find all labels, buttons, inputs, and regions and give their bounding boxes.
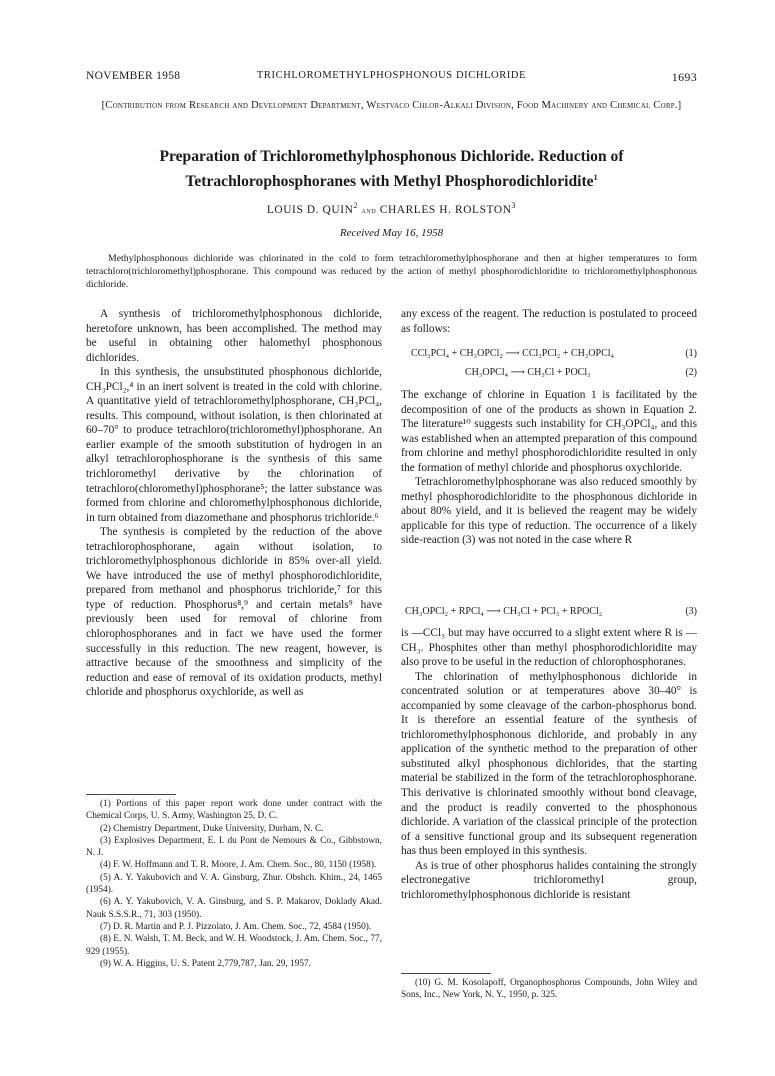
- title-footnote-mark: 1: [593, 173, 598, 182]
- equation-3-number: (3): [685, 606, 697, 617]
- left-column: [86, 307, 382, 700]
- title-line-1: Preparation of Trichloromethylphosphonous Dichloride. Reduction of: [159, 148, 624, 165]
- equation-1-number: (1): [685, 348, 697, 359]
- right-column-block-1: [401, 307, 697, 336]
- footnote-6: (6) A. Y. Yakubovich, V. A. Ginsburg, and S. P. Makarov, Doklady Akad. Nauk S.S.S.R., 71, 303 (1950).: [86, 897, 382, 920]
- equation-2-number: (2): [685, 367, 697, 378]
- equation-2: [401, 367, 697, 381]
- right-paragraph-1: any excess of the reagent. The reduction is postulated to proceed as follows:: [401, 308, 697, 335]
- footnote-10: (10) G. M. Kosolapoff, Organophosphorus Compounds, John Wiley and Sons, Inc., New York, N. Y., 1950, p. 325.: [401, 978, 697, 1001]
- running-header: [86, 70, 697, 86]
- right-paragraph-2: The exchange of chlorine in Equation 1 is facilitated by the decomposition of one of the products as shown in Equation 2. The literature¹⁰ suggests such instability for CH₃OPCl₄, and this was established when an attempted preparation of this compound from chlorine and methyl phosphorodichloridite resulted in only the formation of methyl chloride and phosphorus oxychloride.: [401, 389, 697, 474]
- equation-1: [401, 348, 697, 362]
- contribution-note: [Contribution from Research and Development Department, Westvaco Chlor-Alkali Division, Food Machinery and Chemical Corp.]: [101, 100, 682, 111]
- footnote-4: (4) F. W. Hoffmann and T. R. Moore, J. Am. Chem. Soc., 80, 1150 (1958).: [100, 860, 377, 871]
- right-paragraph-5: The chlorination of methylphosphonous dichloride in concentrated solution or at temperatures above 30–40° is accompanied by some cleavage of the carbon-phosphorus bond. It is therefore an essential feature of the synthesis of trichloromethylphosphonous dichloride, and probably in any application of the synthetic method to the preparation of other substituted alkyl phosphonous dichlorides, that the starting material be stabilized in the form of the tetrachlorophosphorane. This derivative is chlorinated smoothly without bond cleavage, and the product is readily converted to the phosphonous dichloride. A variation of the classical principle of the protection of a sensitive functional group and its subsequent regeneration has thus been employed in this synthesis.: [401, 670, 697, 858]
- right-column-block-2: [401, 388, 697, 548]
- header-date: NOVEMBER 1958: [86, 70, 181, 82]
- equation-3-text: CH₃OPCl₂ + RPCl₄ ⟶ CH₃Cl + PCl₃ + RPOCl₂: [405, 606, 603, 617]
- right-footnotes: [401, 977, 697, 1002]
- footnote-1: (1) Portions of this paper report work done under contract with the Chemical Corps, U. S. Army, Washington 25, D. C.: [86, 799, 382, 822]
- title-line-2: Tetrachlorophosphoranes with Methyl Phosphorodichloridite: [185, 173, 594, 191]
- footnote-9: (9) W. A. Higgins, U. S. Patent 2,779,787, Jan. 29, 1957.: [100, 958, 311, 969]
- author-line: [86, 201, 697, 216]
- title-line-2-wrap: [86, 167, 697, 192]
- right-footnote-rule: [401, 973, 491, 974]
- footnote-5: (5) A. Y. Yakubovich and V. A. Ginsburg, Zhur. Obshch. Khim., 24, 1465 (1954).: [86, 872, 382, 896]
- abstract: [86, 253, 697, 291]
- equation-1-text: CCl₃PCl₄ + CH₃OPCl₂ ⟶ CCl₃PCl₂ + CH₃OPCl₄: [411, 348, 615, 359]
- left-paragraph-2: In this synthesis, the unsubstituted phosphonous dichloride, CH₃PCl₂,⁴ in an inert solvent is treated in the cold with chlorine. A quantitative yield of tetrachloromethylphosphorane, CH₃PCl₄, results. This compound, without isolation, is then chlorinated at 60–70° to produce tetrachloro(trichloromethyl)phosphorane. An earlier example of the smooth substitution of hydrogen in an alkyl tetrachlorophosphorane is the synthesis of this same trichloromethyl derivative by the chlorination of tetrachloro(chloromethyl)phosphorane⁵; the latter substance was formed from chlorine and chloromethylphosphonous dichloride, in turn obtained from diazomethane and phosphorus trichloride.⁶: [86, 366, 382, 524]
- right-paragraph-6: As is true of other phosphorus halides containing the strongly electronegative trichloromethyl group, trichloromethylphosphonous dichloride is resistant: [401, 859, 697, 901]
- footnote-2: (2) Chemistry Department, Duke University, Durham, N. C.: [100, 823, 324, 834]
- abstract-text: Methylphosphonous dichloride was chlorinated in the cold to form tetrachloromethylphosphorane and then at higher temperatures to form tetrachloro(trichloromethyl)phosphorane. This compound was reduced by the action of methyl phosphorodichloridite to trichloromethylphosphonous dichloride.: [86, 253, 697, 290]
- right-paragraph-4: is —CCl₃ but may have occurred to a slight extent where R is —CH₃. Phosphites other than methyl phosphorodichloridite may also prove to be useful in the reduction of chlorophosphoranes.: [401, 627, 697, 669]
- right-paragraph-3: Tetrachloromethylphosphorane was also reduced smoothly by methyl phosphorodichloridite to the phosphonous dichloride in about 80% yield, and it is believed the reagent may be widely applicable for this type of reduction. The occurrence of a likely side-reaction (3) was not noted in the case where R: [401, 476, 697, 547]
- author-2-mark: 3: [511, 201, 517, 210]
- author-conjunction: and: [361, 204, 377, 215]
- page-number: 1693: [671, 70, 697, 84]
- received-date: Received May 16, 1958: [339, 227, 444, 239]
- left-footnotes: [86, 798, 382, 970]
- equation-2-text: CH₃OPCl₄ ⟶ CH₃Cl + POCl₃: [465, 367, 591, 378]
- author-1: LOUIS D. QUIN: [266, 203, 354, 216]
- left-paragraph-1: A synthesis of trichloromethylphosphonous dichloride, heretofore unknown, has been accomplished. The method may be useful in obtaining other halomethyl phosphonous dichlorides.: [86, 308, 382, 364]
- header-topic: TRICHLOROMETHYLPHOSPHONOUS DICHLORIDE: [256, 70, 527, 81]
- footnote-7: (7) D. R. Martin and P. J. Pizzolato, J. Am. Chem. Soc., 72, 4584 (1950).: [100, 921, 372, 932]
- right-column-block-3: [401, 626, 697, 902]
- left-footnote-rule: [86, 794, 176, 795]
- equation-3: [401, 606, 697, 620]
- author-2: CHARLES H. ROLSTON: [379, 203, 512, 216]
- footnote-3: (3) Explosives Department, E. I. du Pont de Nemours & Co., Gibbstown, N. J.: [86, 835, 382, 859]
- article-title: [86, 146, 697, 192]
- author-1-mark: 2: [353, 201, 359, 210]
- footnote-8: (8) E. N. Walsh, T. M. Beck, and W. H. Woodstock, J. Am. Chem. Soc., 77, 929 (1955).: [86, 934, 382, 957]
- left-paragraph-3: The synthesis is completed by the reduction of the above tetrachlorophosphorane, again without isolation, to trichloromethylphosphonous dichloride in 85% over-all yield. We have introduced the use of methyl phosphorodichloridite, prepared from methanol and phosphorus trichloride,⁷ for this type of reduction. Phosphorus⁸,⁹ and certain metals⁹ have previously been used for removal of chlorine from chlorophosphoranes and in fact we have used the former successfully in this reduction. The new reagent, however, is attractive because of the smoothness and simplicity of the reduction and ease of removal of its oxidation products, methyl chloride and phosphorus oxychloride, as well as: [86, 526, 382, 699]
